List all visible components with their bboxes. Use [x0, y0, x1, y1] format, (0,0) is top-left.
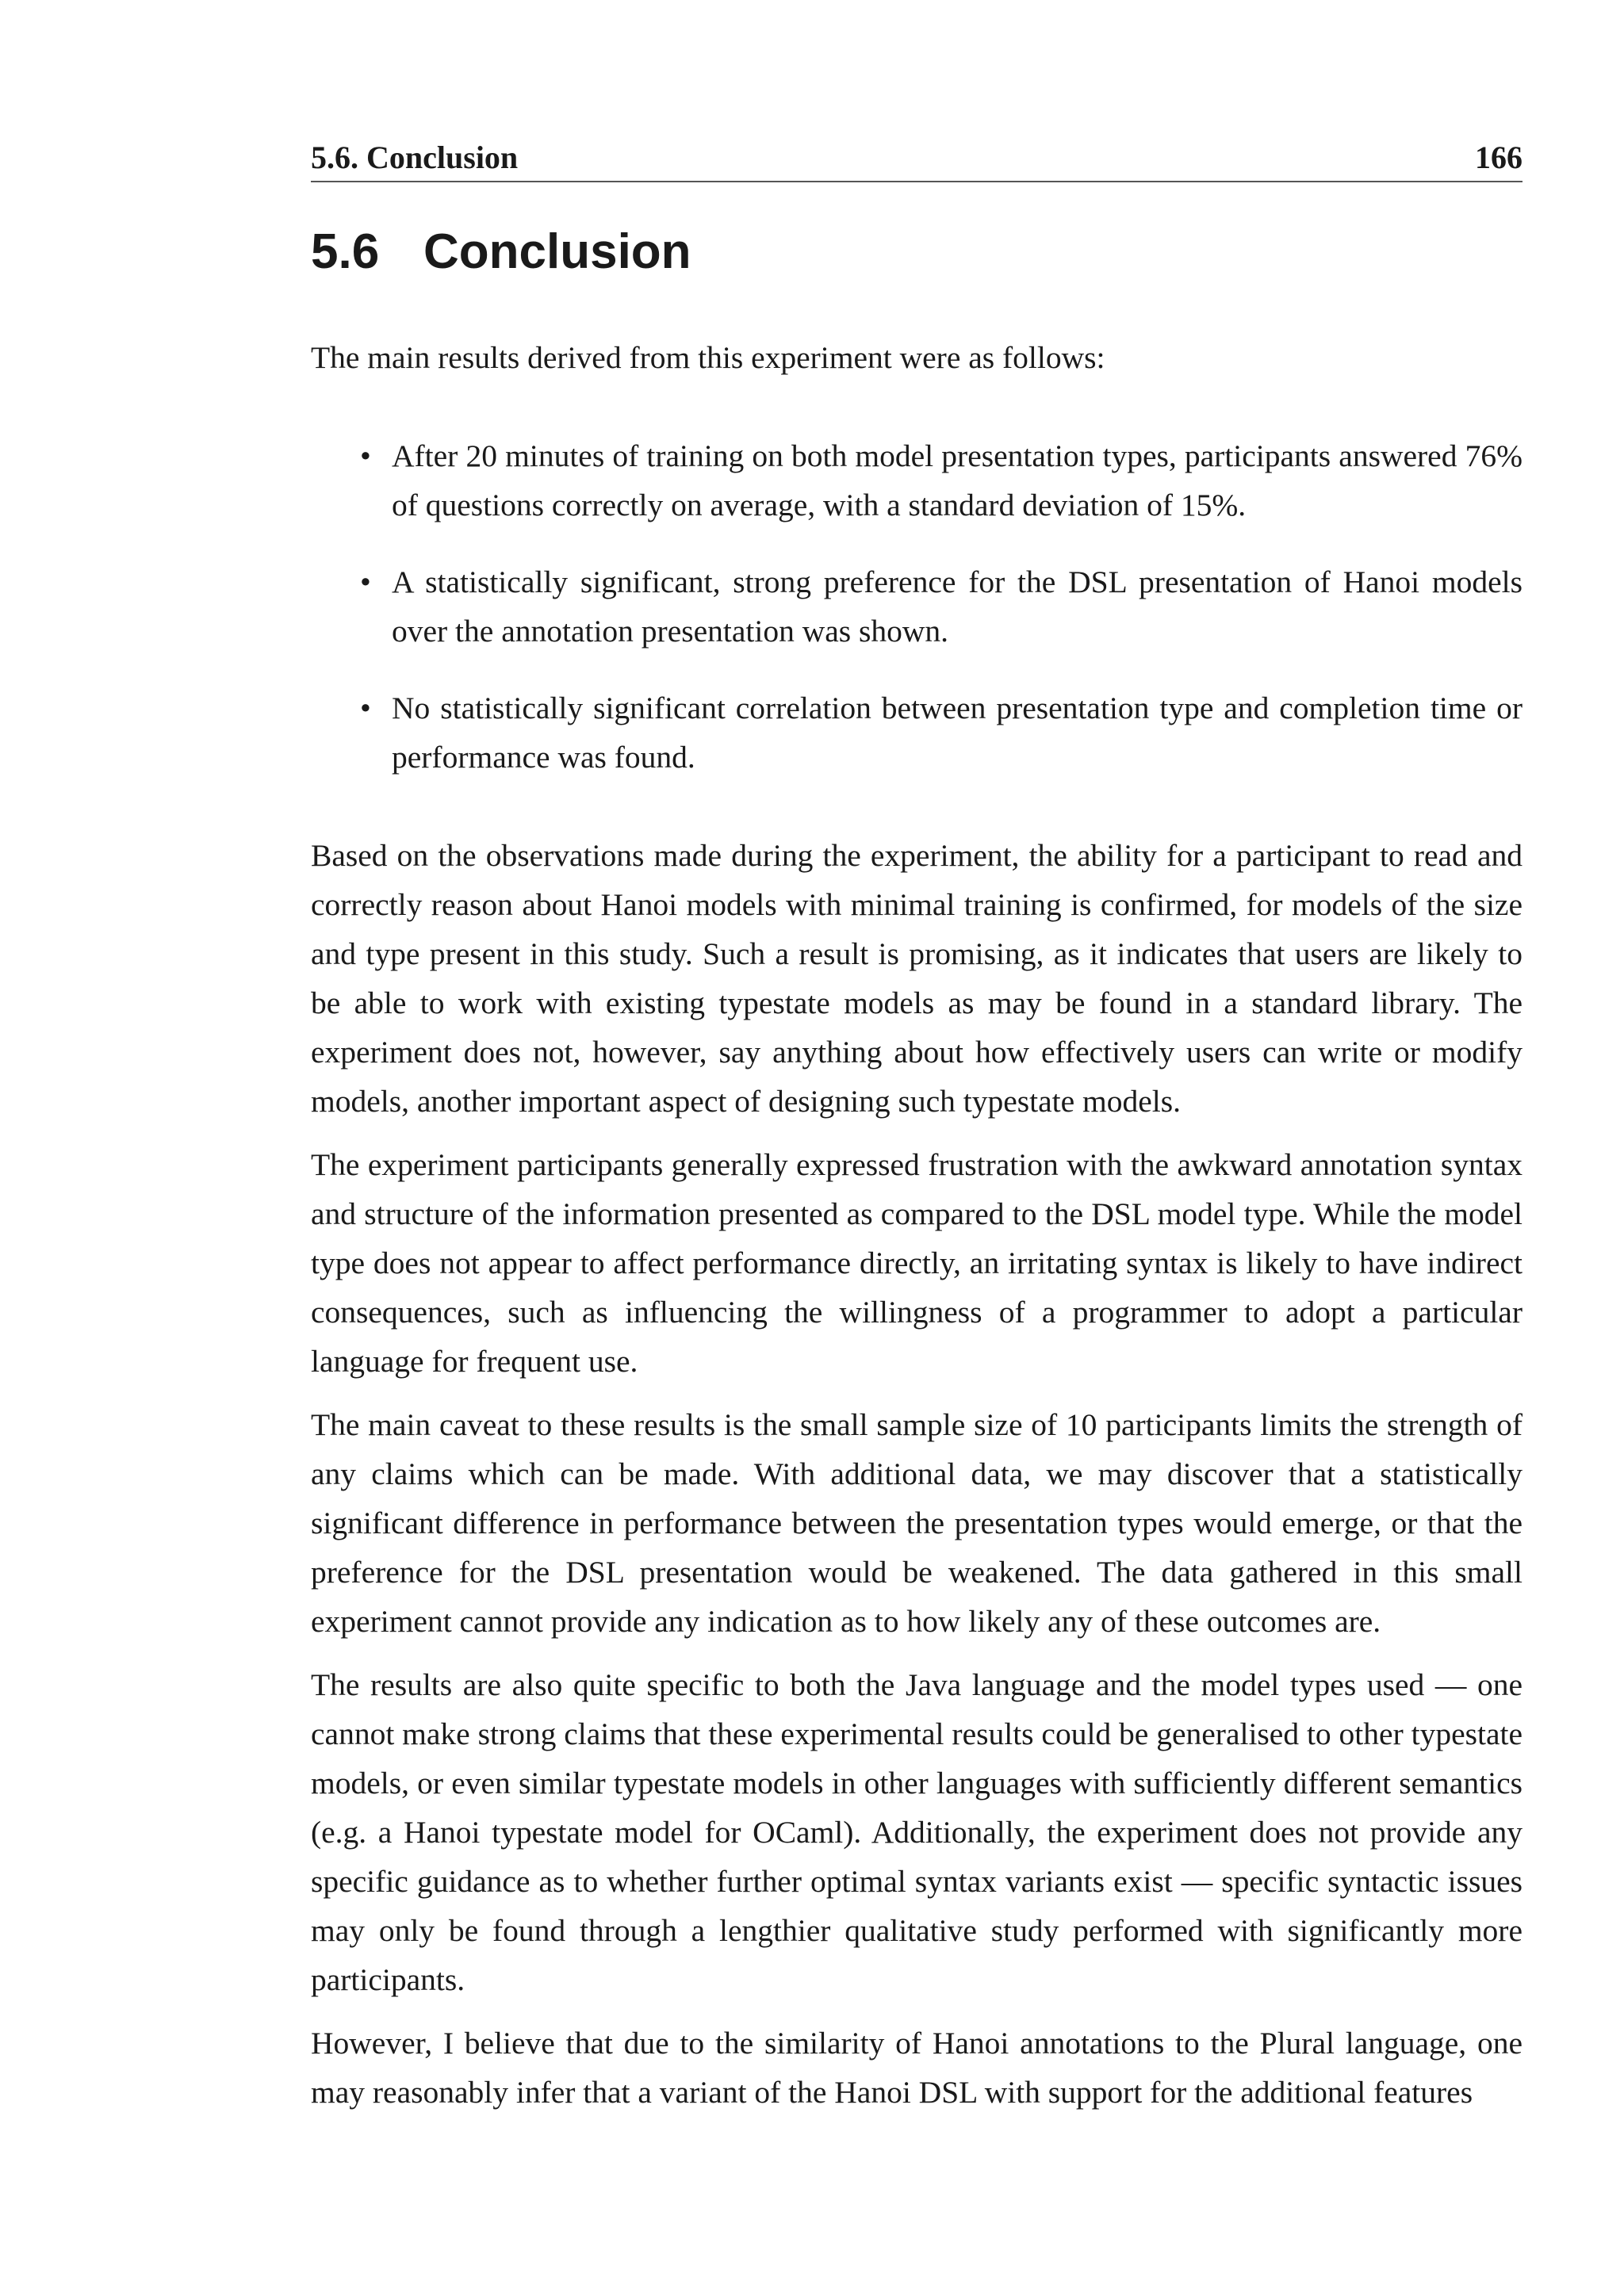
results-list [311, 431, 1522, 782]
running-header-section: 5.6. Conclusion [311, 140, 519, 175]
bullet-icon: • [360, 438, 371, 473]
paragraph: The main caveat to these results is the small sample size of 10 participants limits the strength of any claims which can be made. With additional data, we may discover that a statistically significant difference in performance between the presentation types would emerge, or that the preference for the DSL presentation would be weakened. The data gathered in this small experiment cannot provide any indication as to how likely any of these outcomes are. [311, 1407, 1522, 1639]
paragraph: However, I believe that due to the similarity of Hanoi annotations to the Plural language, one may reasonably infer that a variant of the Hanoi DSL with support for the additional features [311, 2026, 1522, 2110]
running-header [311, 135, 1522, 182]
section-title: Conclusion [423, 224, 691, 279]
list-item [311, 557, 1522, 656]
paragraph: The results are also quite specific to both the Java language and the model types used — one cannot make strong claims that these experimental results could be generalised to other typestate models, or even similar typestate models in other languages with sufficiently different semantics (e.g. a Hanoi typestate model for OCaml). Additionally, the experiment does not provide any specific guidance as to whether further optimal syntax variants exist — specific syntactic issues may only be found through a lengthier qualitative study performed with significantly more participants. [311, 1667, 1522, 1997]
list-item [311, 431, 1522, 530]
intro-paragraph: The main results derived from this experiment were as follows: [311, 340, 1105, 375]
list-item-text: No statistically significant correlation between presentation type and completion time or performance was found. [392, 691, 1522, 775]
page-number: 166 [1475, 140, 1522, 175]
bullet-icon: • [360, 564, 371, 599]
paragraph: Based on the observations made during the experiment, the ability for a participant to read and correctly reason about Hanoi models with minimal training is confirmed, for models of the size and type present in this study. Such a result is promising, as it indicates that users are likely to be able to work with existing typestate models as may be found in a standard library. The experiment does not, however, say anything about how effectively users can write or modify models, another important aspect of designing such typestate models. [311, 838, 1522, 1119]
section-heading [311, 220, 691, 284]
section-number: 5.6 [311, 224, 380, 279]
bullet-icon: • [360, 691, 371, 725]
list-item-text: After 20 minutes of training on both model presentation types, participants answered 76% of questions correctly on average, with a standard deviation of 15%. [392, 438, 1522, 522]
paragraph: The experiment participants generally expressed frustration with the awkward annotation syntax and structure of the information presented as compared to the DSL model type. While the model type does not appear to affect performance directly, an irritating syntax is likely to have indirect consequences, such as influencing the willingness of a programmer to adopt a particular language for frequent use. [311, 1147, 1522, 1379]
body-text [311, 333, 1522, 2131]
list-item [311, 683, 1522, 782]
list-item-text: A statistically significant, strong preference for the DSL presentation of Hanoi models over the annotation presentation was shown. [392, 564, 1522, 649]
